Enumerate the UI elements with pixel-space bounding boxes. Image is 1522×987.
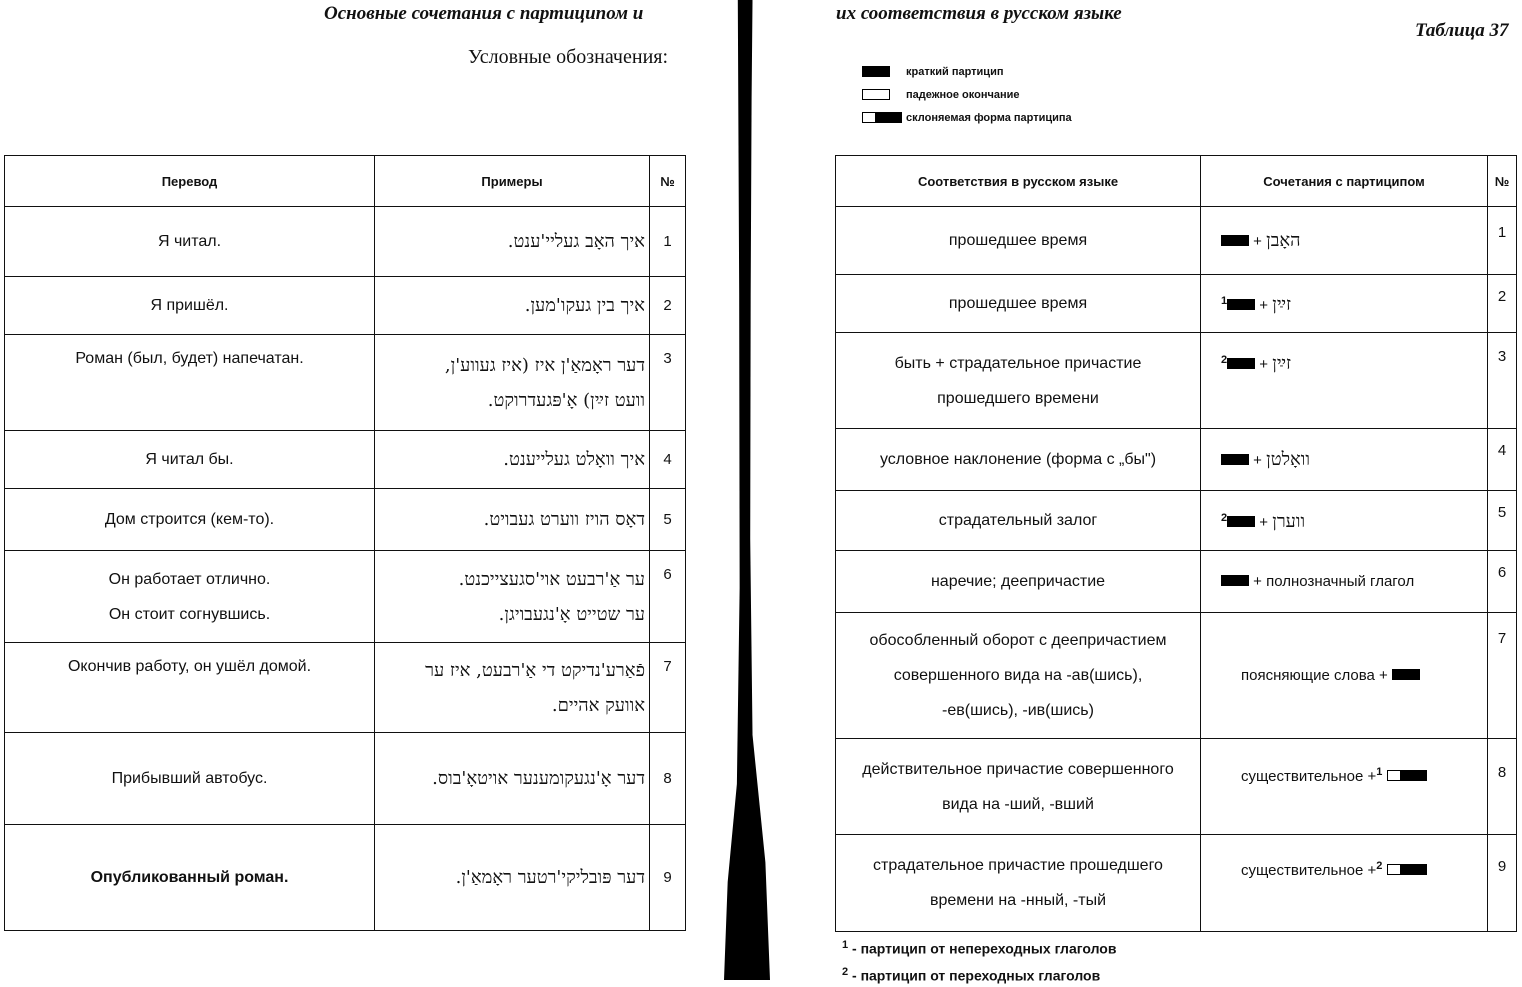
table-row: Я пришёл. איך בין געקו'מען. 2 xyxy=(5,277,686,335)
book-gutter xyxy=(724,0,770,980)
table-row: страдательное причастие прошедшего времени на -нный, -тый существительное +$^2$ 9 xyxy=(836,835,1517,932)
right-page-title: их соответствия в русском языке xyxy=(836,3,1122,24)
table-row: Опубликованный роман. דער פּובליקי'רטער ראָמאַ'ן. 9 xyxy=(5,825,686,931)
footnote: $^2$ - партицип от переходных глаголов xyxy=(842,965,1101,984)
table-row: наречие; деепричастие + полнозначный глагол 6 xyxy=(836,551,1517,613)
footnotes xyxy=(842,934,1116,987)
col-combinations: Сочетания с партиципом xyxy=(1201,156,1488,207)
table-row: Роман (был, будет) напечатан. דער ראָמאַ'ן איז (איז געווע'ן, וועט זײַן) אָ'פּגעדרוקט. 3 xyxy=(5,335,686,431)
table-row: Окончив работу, он ушёл домой. פֿאַרע'נדיקט די אַ'רבעט, איז ער אוועק אהיים. 7 xyxy=(5,643,686,733)
legend-item-case-ending: падежное окончание xyxy=(862,83,1072,106)
col-number: № xyxy=(1488,156,1517,207)
right-table xyxy=(835,155,1517,932)
footnote: $^1$ - партицип от непереходных глаголов xyxy=(842,939,1117,957)
table-label: Таблица 37 xyxy=(1415,20,1509,41)
table-row: страдательный залог $^2$ + ווערן 5 xyxy=(836,491,1517,551)
black-box-icon xyxy=(1227,358,1255,369)
black-box-icon xyxy=(862,66,890,77)
black-box-icon xyxy=(1227,516,1255,527)
left-table xyxy=(4,155,686,931)
legend xyxy=(862,60,1072,129)
white-black-box-icon xyxy=(1387,864,1401,875)
black-box-icon xyxy=(1221,235,1249,246)
table-row: условное наклонение (форма с „бы") + וואָלטן 4 xyxy=(836,429,1517,491)
table-row: Я читал. איך האָב געליי'ענט. 1 xyxy=(5,207,686,277)
col-translation: Перевод xyxy=(5,156,375,207)
table-row: Он работает отлично. Он стоит согнувшись. ער אַ'רבעט אוי'סגעצייכנט. ער שטייט אָ'נגעבויגן. 6 xyxy=(5,551,686,643)
black-box-icon xyxy=(1227,299,1255,310)
table-row: действительное причастие совершенного вида на -ший, -вший существительное +$^1$ 8 xyxy=(836,739,1517,835)
left-page-title: Основные сочетания с партиципом и xyxy=(324,3,644,24)
col-number: № xyxy=(650,156,686,207)
table-row: обособленный оборот с деепричастием совершенного вида на -ав(шись), -ев(шись), -ив(шись) поясняющие слова + 7 xyxy=(836,613,1517,739)
table-row: быть + страдательное причастие прошедшего времени $^2$ + זײַן 3 xyxy=(836,333,1517,429)
white-black-box-icon xyxy=(1387,770,1401,781)
black-box-icon xyxy=(1392,669,1420,680)
col-examples: Примеры xyxy=(375,156,650,207)
legend-item-short-participle: краткий партицип xyxy=(862,60,1072,83)
legend-item-declined-form: склоняемая форма партиципа xyxy=(862,106,1072,129)
table-row: Я читал бы. איך וואָלט געלייענט. 4 xyxy=(5,431,686,489)
table-row: Прибывший автобус. דער אָ'נגעקומענער אויטאָ'בוס. 8 xyxy=(5,733,686,825)
table-row: прошедшее время + האָבן 1 xyxy=(836,207,1517,275)
black-box-icon xyxy=(1221,575,1249,586)
black-box-icon xyxy=(1221,454,1249,465)
table-row: прошедшее время $^1$ + זײַן 2 xyxy=(836,275,1517,333)
table-row: Дом строится (кем-то). דאָס הויז ווערט געבויט. 5 xyxy=(5,489,686,551)
legend-title: Условные обозначения: xyxy=(468,46,669,68)
col-correspondence: Соответствия в русском языке xyxy=(836,156,1201,207)
white-black-box-icon xyxy=(862,112,876,123)
white-box-icon xyxy=(862,89,890,100)
